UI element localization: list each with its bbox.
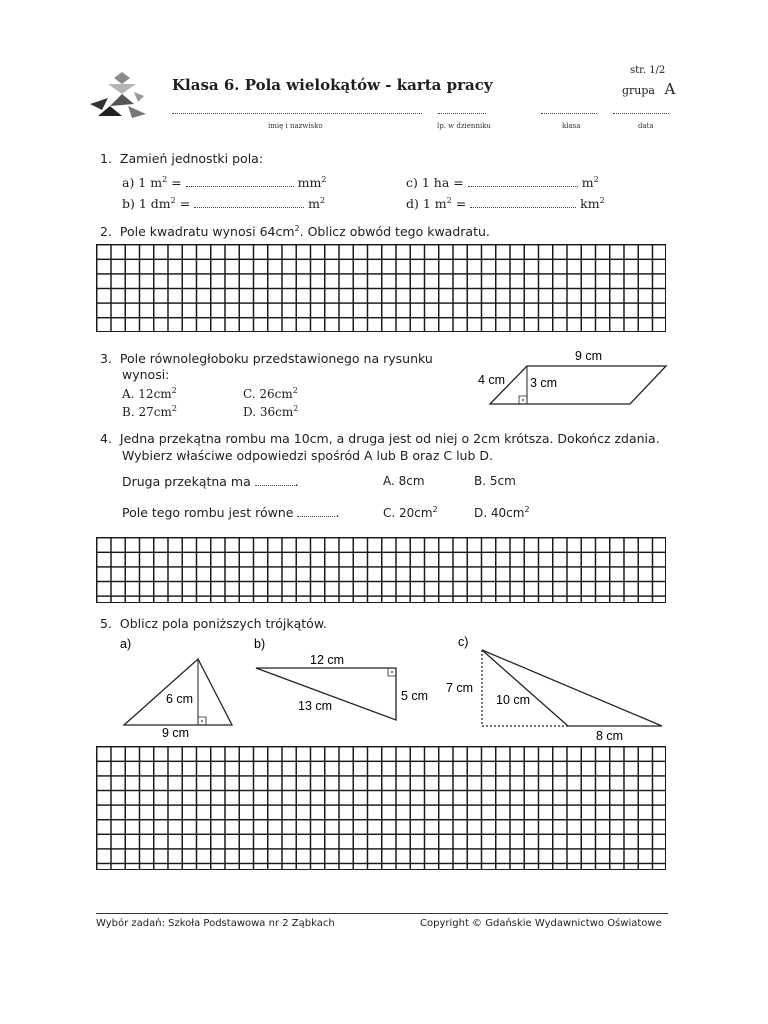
q4-heading-line2: Wybierz właściwe odpowiedzi spośród A lub B oraz C lub D. [122,448,493,463]
q1-item-b: b) 1 $dm^2 = m^2$ [122,196,326,212]
triangle-c-base-label: 8 cm [596,729,624,742]
register-number-label: lp. w dzienniku [437,122,491,130]
triangle-c-letter: c) [458,635,469,649]
q4-sentence-2: Pole tego rombu jest równe . [122,505,340,520]
q4-s2-answer[interactable] [297,516,335,517]
q1-item-d: d) 1 $m^2 = km^2$ [406,196,605,212]
triangle-b-right-label: 5 cm [401,689,429,703]
q3-heading-line2: wynosi: [122,367,170,382]
page-number: str. 1/2 [630,65,666,76]
q3-option-b[interactable]: B. $27cm^2$ [122,404,177,419]
q1-d-answer[interactable] [470,207,576,208]
class-field[interactable] [541,113,597,114]
q1-item-a: a) 1 $m^2 = mm^2$ [122,175,327,191]
triangle-c-left-label: 7 cm [446,681,474,695]
q4-option-d[interactable]: D. $40cm^2$ [474,505,530,520]
triangle-c-inner-label: 10 cm [496,693,531,707]
q5-heading: 5. Oblicz pola poniższych trójkątów. [100,616,327,631]
q4-option-c[interactable]: C. $20cm^2$ [383,505,438,520]
q4-heading: 4. Jedna przekątna rombu ma 10cm, a druga jest od niej o 2cm krótsza. Dokończ zdania. [100,431,660,446]
q3-option-a[interactable]: A. $12cm^2$ [122,386,177,401]
parallelogram-height-label: 3 cm [530,376,558,390]
triangle-a-height-label: 6 cm [166,692,194,706]
parallelogram-top-label: 9 cm [575,349,603,363]
q5-answer-grid[interactable] [96,746,666,870]
q2-answer-grid[interactable] [96,244,666,332]
q4-option-b[interactable]: B. 5cm [474,474,516,488]
q3-option-c[interactable]: C. $26cm^2$ [243,386,298,401]
register-number-field[interactable] [438,113,486,114]
q1-b-answer[interactable] [194,207,304,208]
triangle-a-letter: a) [120,637,132,651]
q1-item-c: c) 1 ha = $m^2$ [406,175,599,191]
name-field[interactable] [172,113,422,114]
triangle-a-base-label: 9 cm [162,726,190,740]
triangle-b-figure [250,634,440,724]
q1-a-answer[interactable] [186,186,294,187]
triangle-c-figure [440,634,668,742]
q4-sentence-1: Druga przekątna ma . [122,474,299,489]
parallelogram-figure [470,346,670,412]
footer-left: Wybór zadań: Szkoła Podstawowa nr 2 Ząbkach [96,918,335,929]
triangle-a-figure [112,634,242,742]
footer-right: Copyright © Gdańskie Wydawnictwo Oświatowe [420,918,662,929]
date-field[interactable] [613,113,669,114]
name-field-label: imię i nazwisko [268,122,323,130]
group-label: grupa A [622,80,676,98]
q4-s1-answer[interactable] [255,485,295,486]
date-field-label: data [638,122,654,130]
q4-option-a[interactable]: A. 8cm [383,474,425,488]
q3-heading: 3. Pole równoległoboku przedstawionego na rysunku [100,351,433,366]
triangle-b-hyp-label: 13 cm [298,699,333,713]
triangle-b-top-label: 12 cm [310,653,345,667]
parallelogram-side-label: 4 cm [478,373,506,387]
triangle-b-letter: b) [254,637,266,651]
q1-heading: 1. Zamień jednostki pola: [100,151,264,166]
q1-c-answer[interactable] [468,186,578,187]
q4-answer-grid[interactable] [96,537,666,603]
q3-option-d[interactable]: D. $36cm^2$ [243,404,299,419]
page-title: Klasa 6. Pola wielokątów - karta pracy [172,76,493,94]
group-value: A [664,80,676,98]
publisher-logo [88,70,150,122]
q2-heading: 2. Pole kwadratu wynosi $64cm^2$. Oblicz obwód tego kwadratu. [100,224,490,240]
footer-rule [96,913,668,914]
class-field-label: klasa [562,122,581,130]
